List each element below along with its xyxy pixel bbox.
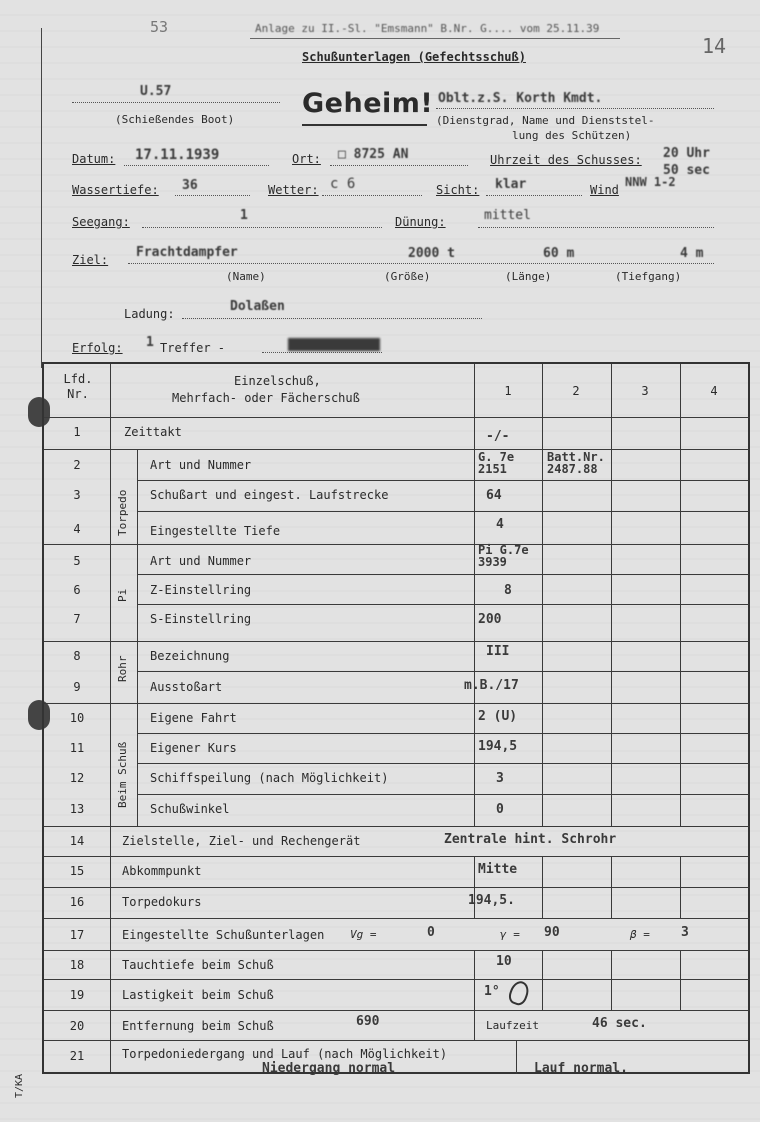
row-nr: 20 [69,1019,85,1033]
row-value: 194,5. [468,893,515,908]
sicht-dots [486,195,582,196]
erfolg-value: 1 [146,335,154,350]
erfolg-dots [262,352,382,353]
redaction-erfolg [288,338,380,351]
row17-beta-value: 3 [681,925,689,940]
uhrzeit-label: Uhrzeit des Schusses: [490,153,642,167]
row-nr: 15 [69,864,85,878]
row-label: Schiffspeilung (nach Möglichkeit) [150,771,389,785]
row-value: G. 7e 2151 [478,450,515,476]
row-nr: 13 [69,802,85,816]
erfolg-text: Treffer - [160,341,226,355]
row-value: Pi G.7e 3939 [478,543,529,569]
row-nr: 4 [73,522,81,536]
ort-dots [330,165,468,166]
row-nr: 3 [73,488,81,502]
ladung-dots [182,318,482,319]
row-value: 690 [356,1014,380,1029]
row-nr: 16 [69,895,85,909]
duenung-value: mittel [484,208,531,223]
row-nr: 2 [73,458,81,472]
row-nr: 21 [69,1049,85,1063]
row-nr: 7 [73,612,81,626]
ziel-name: Frachtdampfer [136,245,238,260]
row21-lauf: Lauf normal. [534,1061,628,1076]
wetter-label: Wetter: [268,183,319,197]
row-label: Art und Nummer [150,554,252,568]
duenung-label: Dünung: [395,215,446,229]
row-label: Z-Einstellring [150,583,252,597]
row-label: Abkommpunkt [122,864,202,878]
uhrzeit-value-2: 50 sec [663,163,710,178]
shooter-dots [436,108,714,109]
row-label: Art und Nummer [150,458,252,472]
row-value: -/- [486,429,510,444]
wassertiefe-dots [175,195,250,196]
uhrzeit-value-1: 20 Uhr [663,146,710,161]
datum-value: 17.11.1939 [135,147,220,163]
wind-value: NNW 1-2 [625,175,676,189]
col-head-4: 4 [710,384,718,398]
row-label: Ausstoßart [150,680,223,694]
row-label: Schußart und eingest. Laufstrecke [150,488,389,502]
row20-laufzeit-value: 46 sec. [592,1016,647,1031]
row-label: S-Einstellring [150,612,252,626]
row17-gamma-label: γ = [500,928,520,941]
col-head-1: 1 [504,384,512,398]
row-nr: 10 [69,711,85,725]
row-value: 200 [478,612,502,627]
row-nr: 19 [69,988,85,1002]
row-value: Zentrale hint. Schrohr [444,832,617,847]
row-nr: 17 [69,928,85,942]
page-number-left: 53 [150,18,169,36]
row-label: Eigener Kurs [150,741,237,755]
row-value-2: Batt.Nr. 2487.88 [547,450,605,476]
shooter-caption-1: (Dienstgrad, Name und Dienststel- [436,114,655,127]
name-caption: (Name) [226,270,266,283]
row-value: Mitte [478,862,518,877]
wetter-dots [322,195,422,196]
row-label: Tauchtiefe beim Schuß [122,958,274,972]
row-label: Eingestellte Schußunterlagen [122,928,325,942]
row17-vg-label: Vg = [350,928,377,941]
row17-beta-label: β = [630,928,650,941]
handwritten-mark [506,979,531,1008]
head-nr: Lfd. Nr. [63,372,93,401]
row-label: Zielstelle, Ziel- und Rechengerät [122,834,361,848]
row-value: 64 [486,488,502,503]
row-nr: 9 [73,680,81,694]
row-label: Bezeichnung [150,649,230,663]
datum-label: Datum: [72,152,116,166]
row-nr: 11 [69,741,85,755]
shooter-value: Oblt.z.S. Korth Kmdt. [438,91,603,106]
row-value: 4 [496,517,504,532]
row-value: 8 [504,583,512,598]
tiefgang-caption: (Tiefgang) [615,270,682,283]
wind-label: Wind [590,183,619,197]
group-schuss: Beim Schuß [116,741,129,808]
group-torpedo: Torpedo [116,489,129,536]
boat-caption: (Schießendes Boot) [115,113,235,126]
laenge-caption: (Länge) [505,270,552,283]
form-title: Schußunterlagen (Gefechtsschuß) [302,50,526,64]
row-value: 1° [484,984,500,999]
col-head-3: 3 [641,384,649,398]
ziel-groesse: 2000 t [408,246,455,261]
secret-stamp-underline [302,124,427,126]
row-value: III [486,644,510,659]
wassertiefe-label: Wassertiefe: [72,183,159,197]
row-value: 194,5 [478,739,518,754]
ziel-label: Ziel: [72,253,109,267]
row-nr: 14 [69,834,85,848]
wetter-value: c 6 [330,176,356,192]
top-stamp-underline [250,38,620,39]
row20-laufzeit-label: Laufzeit [486,1019,539,1032]
row-nr: 6 [73,583,81,597]
row-label: Lastigkeit beim Schuß [122,988,274,1002]
ziel-dots [128,263,714,264]
sicht-value: klar [495,177,527,192]
row-label: Entfernung beim Schuß [122,1019,274,1033]
row-label: Zeittakt [124,425,182,439]
wassertiefe-value: 36 [182,178,198,193]
row17-gamma-value: 90 [544,925,560,940]
row-nr: 8 [73,649,81,663]
row-value: 0 [496,802,504,817]
boat-value: U.57 [140,84,172,99]
datum-dots [124,165,269,166]
sicht-label: Sicht: [436,183,480,197]
ladung-label: Ladung: [124,307,175,321]
margin-line [41,28,42,368]
row-label: Torpedoniedergang und Lauf (nach Möglichkeit) [122,1047,448,1061]
col-head-2: 2 [572,384,580,398]
row17-vg-value: 0 [427,925,435,940]
top-stamp: Anlage zu II.-Sl. "Emsmann" B.Nr. G.... vom 25.11.39 [255,22,600,35]
side-mark: T/KA [14,1073,25,1098]
ladung-value: Dolaßen [230,299,285,314]
row-label: Eigene Fahrt [150,711,237,725]
row-value: 3 [496,771,504,786]
row-label: Eingestellte Tiefe [150,524,281,538]
seegang-label: Seegang: [72,215,130,229]
row21-niedergang: Niedergang normal [262,1061,396,1076]
page-number-right: 14 [702,34,727,58]
row-nr: 5 [73,554,81,568]
ort-value: □ 8725 AN [338,147,409,162]
seegang-value: 1 [240,208,248,223]
row-value: 2 (U) [478,709,518,724]
row-value: 10 [496,954,512,969]
ziel-tiefgang: 4 m [680,246,704,261]
shooter-caption-2: lung des Schützen) [512,129,632,142]
head-desc-2: Mehrfach- oder Fächerschuß [172,391,360,405]
row-label: Schußwinkel [150,802,230,816]
ort-label: Ort: [292,152,321,166]
row-nr: 18 [69,958,85,972]
seegang-dots [142,227,382,228]
groesse-caption: (Größe) [384,270,431,283]
head-desc-1: Einzelschuß, [234,374,321,388]
erfolg-label: Erfolg: [72,341,123,355]
group-rohr: Rohr [116,655,129,682]
ziel-laenge: 60 m [543,246,575,261]
secret-stamp: Geheim! [302,88,434,119]
row-value: m.B./17 [464,678,519,693]
boat-dots [72,102,280,103]
group-pi: Pi [116,588,129,602]
row-nr: 1 [73,425,81,439]
row-nr: 12 [69,771,85,785]
duenung-dots [478,227,714,228]
row-label: Torpedokurs [122,895,202,909]
shot-table [42,362,750,1074]
